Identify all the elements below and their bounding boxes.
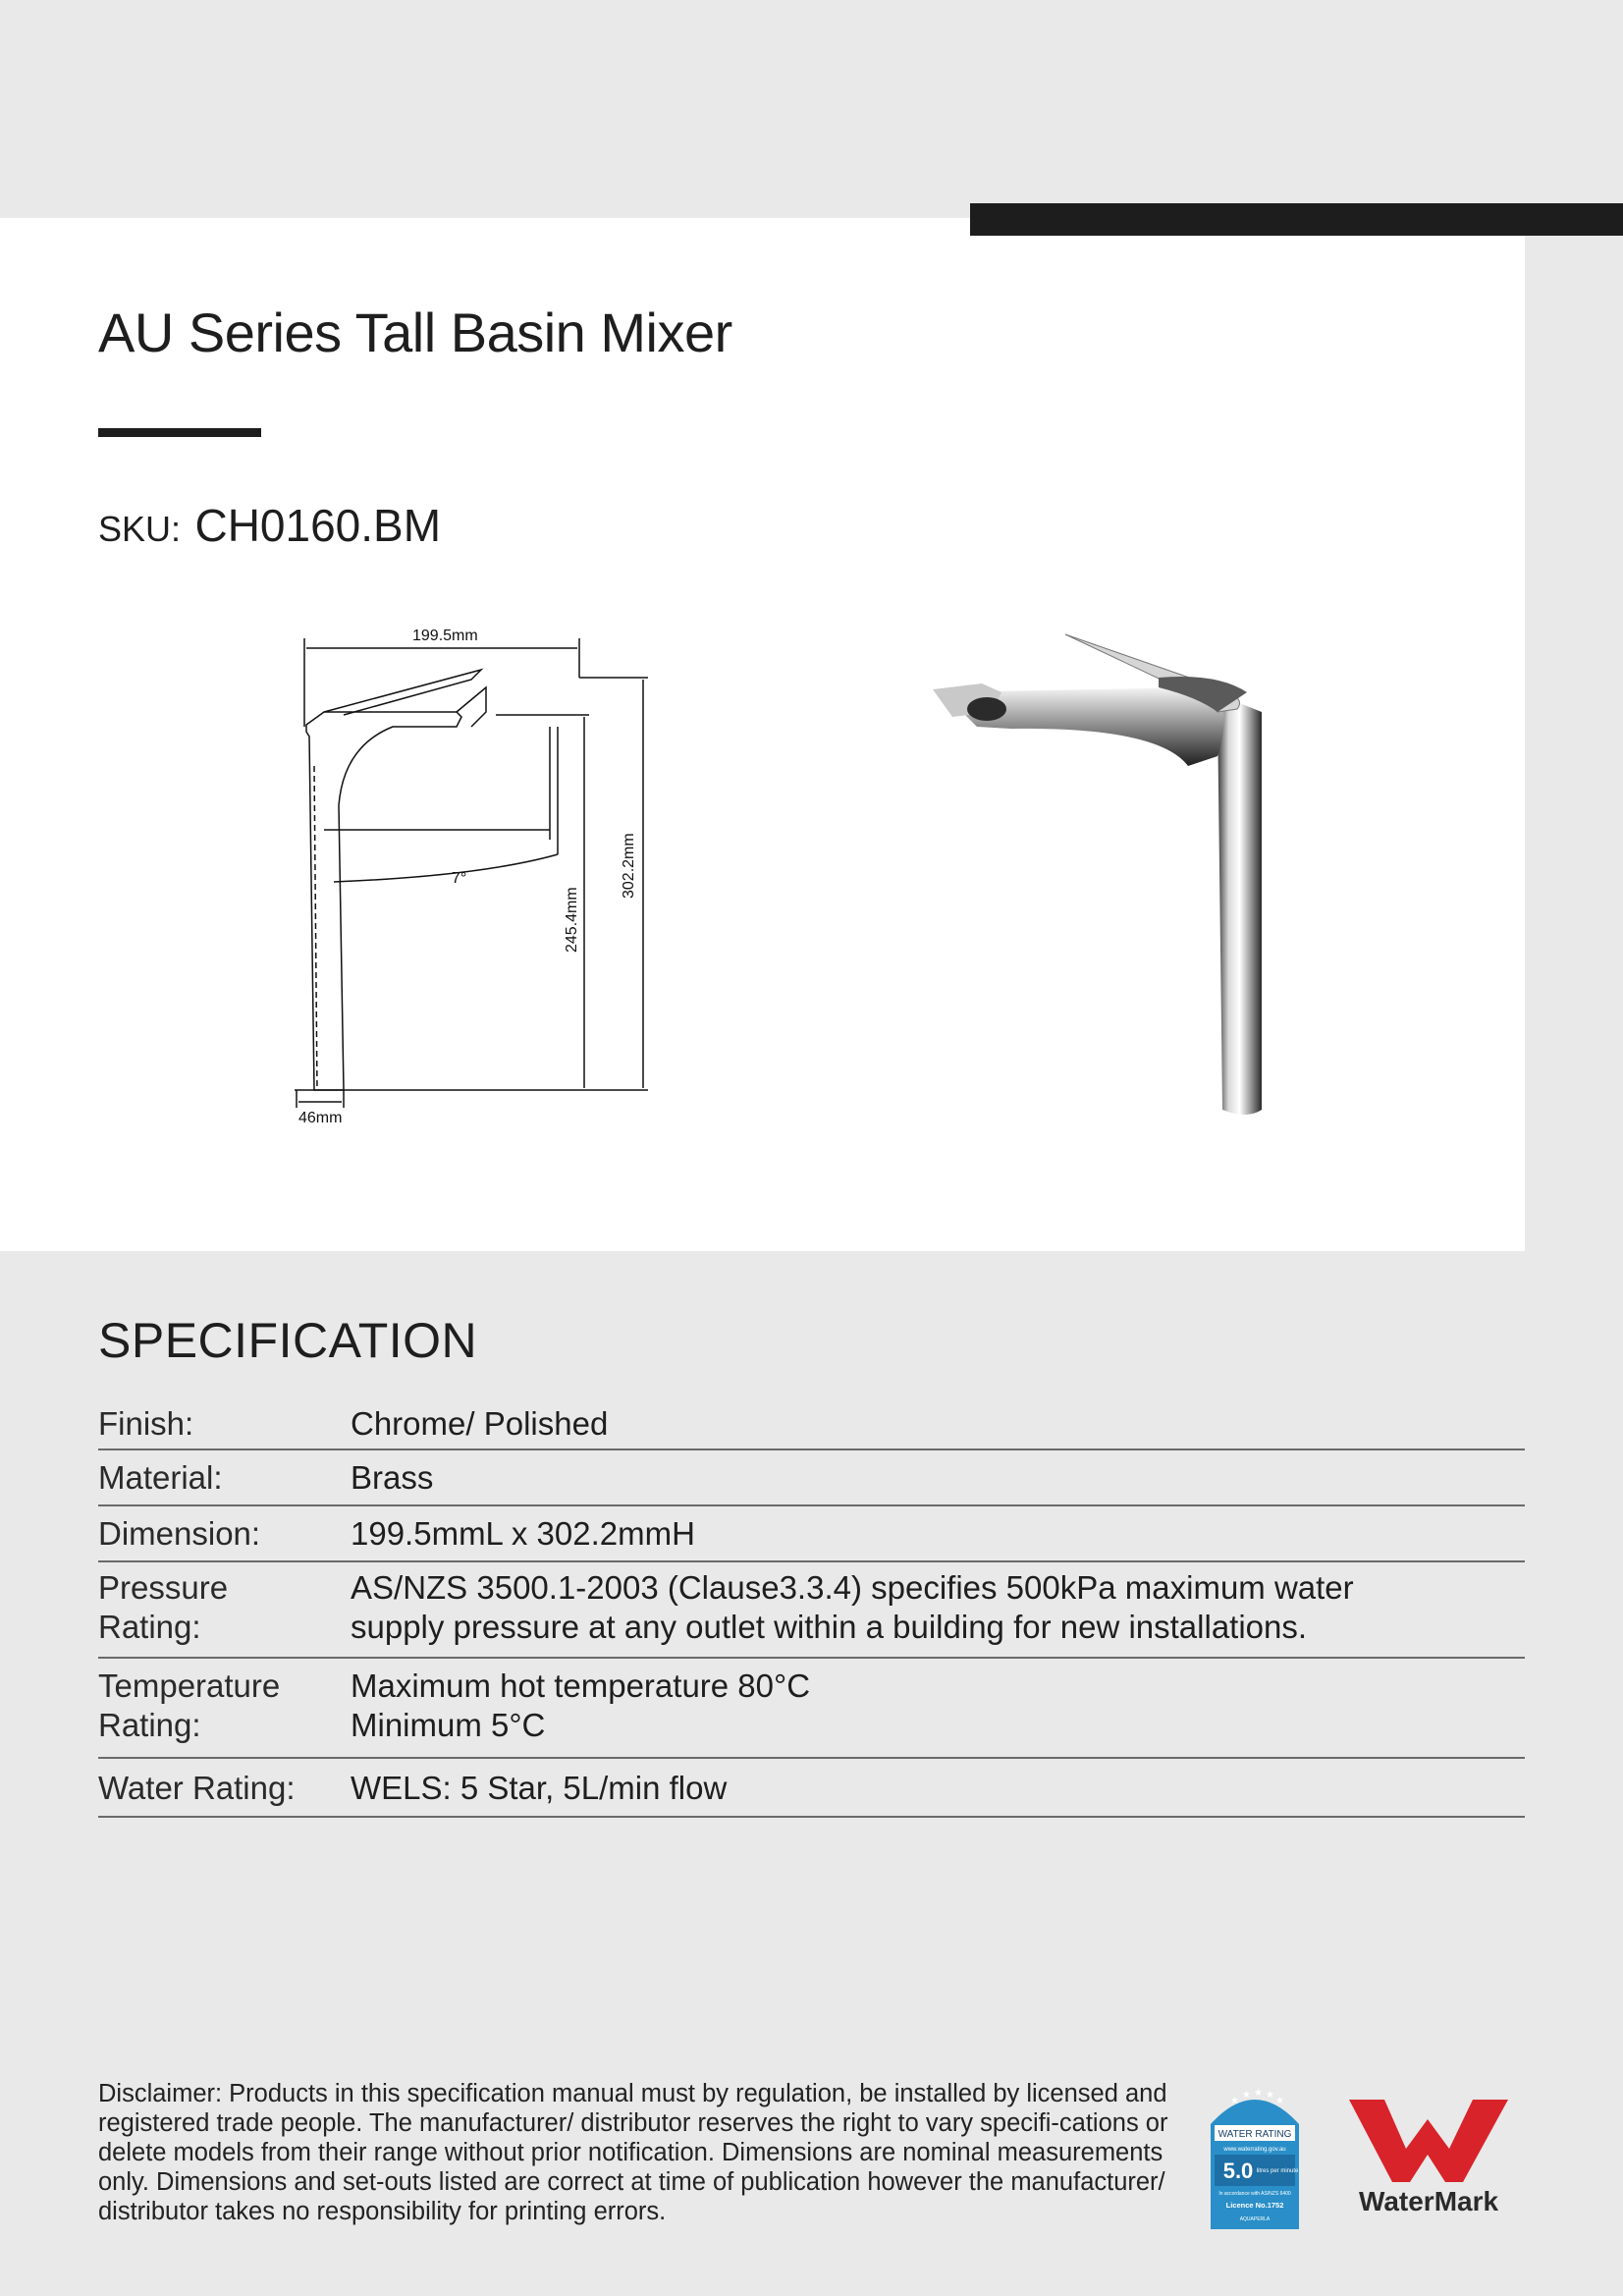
svg-text:★: ★ <box>1230 2096 1239 2106</box>
spec-label: Dimension: <box>98 1515 261 1552</box>
spout-height-label: 245.4mm <box>564 887 580 953</box>
spec-table <box>98 1399 1525 1818</box>
width-dimension-label: 199.5mm <box>412 628 478 644</box>
spec-row-material <box>98 1450 1525 1506</box>
product-panel <box>0 218 1525 1251</box>
spec-value: Chrome/ Polished <box>351 1405 609 1442</box>
wels-licence: Licence No.1752 <box>1225 2201 1284 2210</box>
spec-value: WELS: 5 Star, 5L/min flow <box>351 1770 728 1806</box>
wels-rating-text: WATER RATING <box>1217 2129 1292 2140</box>
base-dimension-label: 46mm <box>298 1110 343 1126</box>
svg-text:★: ★ <box>1242 2090 1251 2101</box>
wels-unit: litres per minute <box>1256 2168 1299 2174</box>
spec-row-water-rating <box>98 1759 1525 1818</box>
svg-text:★: ★ <box>1275 2096 1284 2106</box>
product-photo <box>923 619 1286 1129</box>
spec-row-finish <box>98 1399 1525 1450</box>
spec-row-temperature <box>98 1659 1525 1759</box>
sku-value: CH0160.BM <box>194 500 442 551</box>
spec-value: AS/NZS 3500.1-2003 (Clause3.3.4) specifies 500kPa maximum water supply pressure at any outlet within a building for new installations. <box>351 1569 1354 1645</box>
wels-url: www.waterrating.gov.au <box>1223 2147 1286 2153</box>
dimension-diagram <box>285 619 677 1129</box>
height-dimension-label: 302.2mm <box>621 833 637 899</box>
wels-rating-badge <box>1211 2080 1299 2229</box>
watermark-logo <box>1345 2092 1512 2229</box>
watermark-label: WaterMark <box>1358 2186 1499 2216</box>
title-underline <box>98 428 261 437</box>
watermark-icon <box>1345 2092 1512 2190</box>
spec-heading: SPECIFICATION <box>98 1313 478 1368</box>
sku <box>98 499 441 552</box>
spec-label: Finish: <box>98 1405 194 1442</box>
svg-text:★: ★ <box>1266 2090 1274 2101</box>
sku-label: SKU: <box>98 509 182 549</box>
header-accent-bar <box>970 203 1623 236</box>
disclaimer: Disclaimer: Products in this specification manual must by regulation, be installed by licensed and registered trade people. The manufacturer/ distributor reserves the right to vary specifi-cations or delete models from their range without prior notification. Dimensions are nominal measurements only. Dimensions and set-outs listed are correct at time of publication however the manufacturer/ distributor takes no responsibility for printing errors. <box>98 2080 1168 2225</box>
spec-value: Brass <box>351 1459 434 1496</box>
wels-value: 5.0 <box>1222 2159 1254 2183</box>
angle-label: 7° <box>452 870 467 887</box>
spec-label: Pressure Rating: <box>98 1569 229 1645</box>
spec-value: 199.5mmL x 302.2mmH <box>351 1515 695 1552</box>
spec-row-dimension <box>98 1506 1525 1562</box>
spec-label: Water Rating: <box>98 1770 296 1806</box>
spec-label: Material: <box>98 1459 223 1496</box>
spec-label: Temperature Rating: <box>98 1667 281 1743</box>
wels-accordance: In accordance with AS/NZS 6400 <box>1218 2191 1291 2197</box>
wels-model: AQUAPERLA <box>1239 2216 1271 2222</box>
spec-row-pressure <box>98 1562 1525 1659</box>
svg-text:★: ★ <box>1254 2088 1263 2099</box>
page-title: AU Series Tall Basin Mixer <box>98 301 732 363</box>
spec-value: Maximum hot temperature 80°C Minimum 5°C <box>351 1667 811 1743</box>
